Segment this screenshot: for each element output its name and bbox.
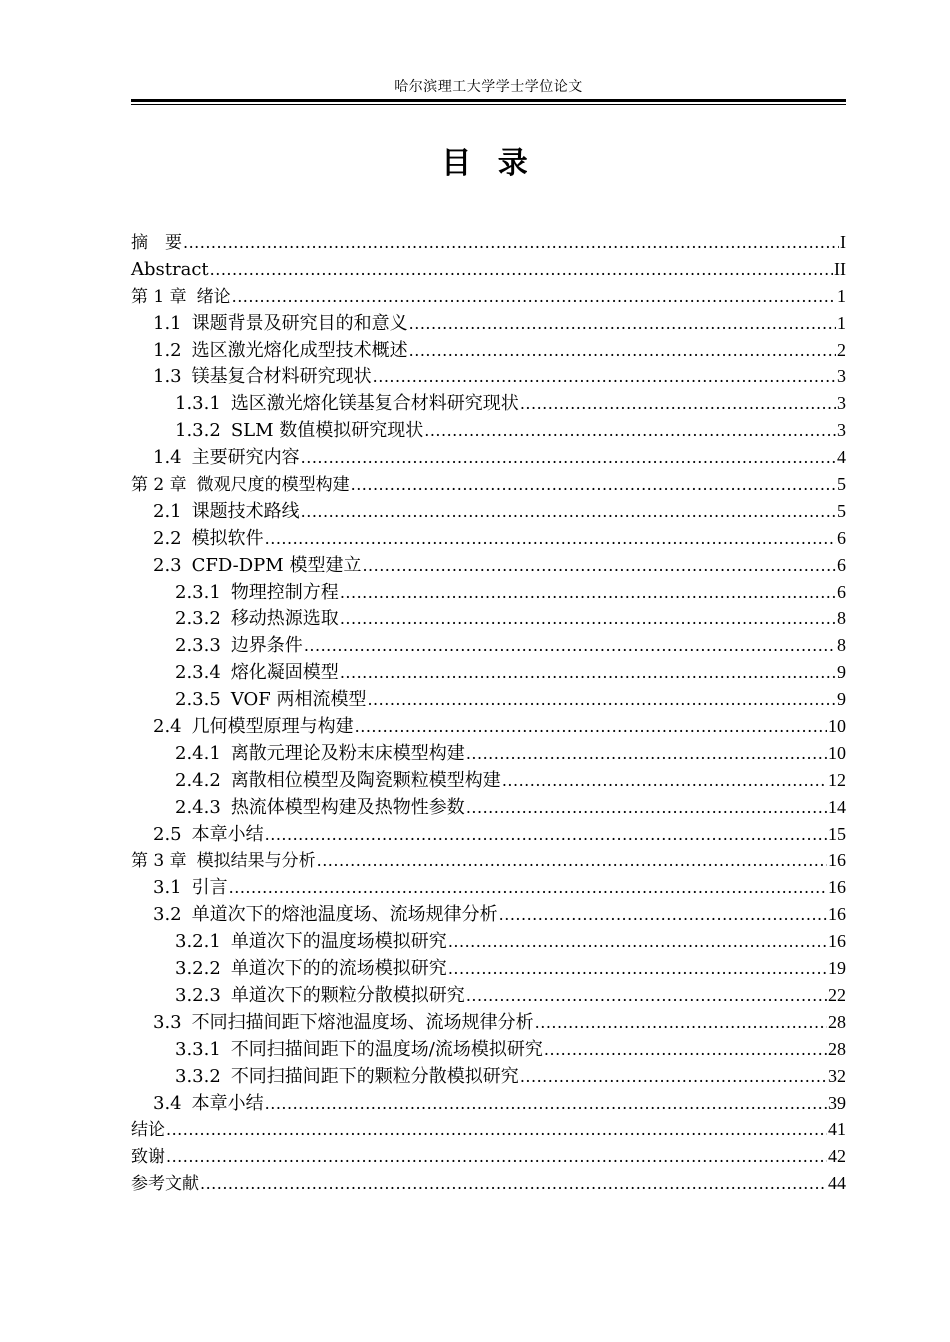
toc-entry-number: 2.4 bbox=[153, 716, 182, 738]
toc-entry-title: 选区激光熔化镁基复合材料研究现状 bbox=[230, 393, 519, 415]
toc-entry-page-number: 12 bbox=[828, 769, 846, 790]
toc-entry-title: 参考文献 bbox=[131, 1174, 199, 1195]
toc-entry-label bbox=[175, 687, 366, 714]
toc-entry-label bbox=[131, 284, 231, 311]
toc-entry[interactable] bbox=[131, 471, 846, 498]
toc-entry-label bbox=[153, 714, 354, 741]
toc-dot-leader bbox=[362, 553, 836, 580]
toc-dot-leader bbox=[351, 472, 836, 499]
toc-dot-leader bbox=[301, 445, 836, 472]
toc-entry-number: 2.5 bbox=[153, 823, 182, 845]
toc-entry[interactable] bbox=[131, 901, 846, 928]
toc-entry-page-number: 16 bbox=[828, 931, 846, 952]
toc-entry-number: 2.3.5 bbox=[175, 689, 221, 711]
toc-entry-title: 热流体模型构建及热物性参数 bbox=[230, 796, 465, 818]
toc-entry-number: 2.4.3 bbox=[175, 796, 221, 818]
toc-entry[interactable] bbox=[131, 874, 846, 901]
toc-entry[interactable] bbox=[131, 337, 846, 364]
toc-entry-number: 第 2 章 bbox=[131, 475, 187, 496]
toc-entry-title: VOF 两相流模型 bbox=[230, 689, 367, 711]
toc-dot-leader bbox=[265, 526, 836, 553]
toc-entry-number: 3.2.1 bbox=[175, 931, 221, 953]
toc-entry[interactable] bbox=[131, 794, 846, 821]
toc-entry[interactable] bbox=[131, 1090, 846, 1117]
toc-dot-leader bbox=[466, 741, 827, 768]
toc-entry-title: 微观尺度的模型构建 bbox=[196, 475, 350, 496]
toc-entry-title: 边界条件 bbox=[230, 635, 303, 657]
toc-entry[interactable] bbox=[131, 686, 846, 713]
toc-entry-label bbox=[175, 1037, 543, 1064]
toc-entry[interactable] bbox=[131, 928, 846, 955]
toc-entry-page-number: 3 bbox=[837, 393, 846, 414]
toc-entry[interactable] bbox=[131, 229, 846, 256]
toc-entry-label bbox=[175, 741, 465, 768]
toc-entry-label bbox=[175, 983, 465, 1010]
toc-dot-leader bbox=[355, 714, 827, 741]
toc-dot-leader bbox=[373, 364, 836, 391]
toc-entry-label bbox=[175, 418, 423, 445]
toc-dot-leader bbox=[520, 391, 836, 418]
toc-dot-leader bbox=[340, 660, 836, 687]
toc-entry-label bbox=[153, 822, 264, 849]
toc-entry-page-number: 6 bbox=[837, 554, 846, 575]
toc-dot-leader bbox=[448, 929, 827, 956]
toc-entry[interactable] bbox=[131, 579, 846, 606]
toc-entry-title: 主要研究内容 bbox=[191, 447, 300, 469]
toc-entry-number: 3.3.2 bbox=[175, 1065, 221, 1087]
toc-entry[interactable] bbox=[131, 283, 846, 310]
toc-dot-leader bbox=[409, 338, 836, 365]
toc-entry-title: 课题背景及研究目的和意义 bbox=[191, 312, 408, 334]
toc-entry-title: 离散相位模型及陶瓷颗粒模型构建 bbox=[230, 769, 501, 791]
toc-entry-number: 1.3 bbox=[153, 366, 182, 388]
toc-entry-page-number: 5 bbox=[837, 500, 846, 521]
toc-entry-number: 3.2.2 bbox=[175, 958, 221, 980]
toc-dot-leader bbox=[448, 956, 827, 983]
toc-entry-title: 不同扫描间距下的温度场/流场模拟研究 bbox=[230, 1038, 543, 1060]
toc-entry-number: 3.3.1 bbox=[175, 1038, 221, 1060]
toc-entry-number: 1.4 bbox=[153, 447, 182, 469]
toc-dot-leader bbox=[502, 768, 827, 795]
toc-entry-page-number: 8 bbox=[837, 635, 846, 656]
toc-entry-page-number: II bbox=[834, 258, 846, 279]
toc-entry[interactable] bbox=[131, 767, 846, 794]
toc-entry-page-number: 16 bbox=[828, 850, 846, 871]
toc-entry-page-number: 39 bbox=[828, 1092, 846, 1113]
toc-entry-number: 2.3 bbox=[153, 554, 182, 576]
toc-entry[interactable] bbox=[131, 417, 846, 444]
toc-entry[interactable] bbox=[131, 498, 846, 525]
toc-entry-page-number: 2 bbox=[837, 339, 846, 360]
toc-dot-leader bbox=[304, 633, 836, 660]
toc-entry-label bbox=[175, 391, 519, 418]
toc-entry-page-number: 19 bbox=[828, 958, 846, 979]
toc-entry-label bbox=[153, 311, 408, 338]
toc-entry-label bbox=[153, 553, 361, 580]
toc-entry-number: 2.1 bbox=[153, 500, 182, 522]
toc-entry-title: 摘 要 bbox=[131, 233, 182, 253]
toc-entry[interactable] bbox=[131, 390, 846, 417]
toc-dot-leader bbox=[340, 580, 836, 607]
toc-entry-title: 模拟软件 bbox=[191, 527, 264, 549]
toc-entry-title: Abstract bbox=[131, 258, 209, 280]
toc-entry-number: 1.3.2 bbox=[175, 420, 221, 442]
toc-entry[interactable] bbox=[131, 713, 846, 740]
toc-entry-page-number: 6 bbox=[837, 527, 846, 548]
toc-entry-title: 几何模型原理与构建 bbox=[191, 716, 354, 738]
toc-dot-leader bbox=[424, 418, 836, 445]
toc-entry-number: 2.3.2 bbox=[175, 608, 221, 630]
toc-entry-number: 3.4 bbox=[153, 1092, 182, 1114]
toc-entry-page-number: 1 bbox=[837, 285, 846, 306]
toc-entry-label bbox=[175, 580, 339, 607]
toc-entry-title: 单道次下的温度场模拟研究 bbox=[230, 931, 447, 953]
toc-entry-page-number: 16 bbox=[828, 904, 846, 925]
toc-entry-title: 不同扫描间距下的颗粒分散模拟研究 bbox=[230, 1065, 519, 1087]
toc-entry-page-number: 14 bbox=[828, 796, 846, 817]
toc-entry-label bbox=[175, 1064, 519, 1091]
toc-entry-label bbox=[153, 1010, 534, 1037]
toc-entry-number: 1.3.1 bbox=[175, 393, 221, 415]
toc-entry-number: 1.1 bbox=[153, 312, 182, 334]
toc-entry-label bbox=[131, 257, 209, 284]
toc-entry-label bbox=[153, 902, 498, 929]
toc-dot-leader bbox=[409, 311, 836, 338]
header-rule-thin bbox=[131, 104, 846, 105]
toc-entry-page-number: 42 bbox=[828, 1146, 846, 1167]
toc-dot-leader bbox=[367, 687, 836, 714]
toc-dot-leader bbox=[544, 1037, 827, 1064]
toc-entry[interactable] bbox=[131, 552, 846, 579]
toc-entry[interactable] bbox=[131, 525, 846, 552]
toc-dot-leader bbox=[265, 1091, 827, 1118]
toc-entry-label bbox=[175, 795, 465, 822]
toc-entry-label bbox=[131, 1117, 165, 1144]
toc-dot-leader bbox=[317, 848, 827, 875]
toc-entry[interactable] bbox=[131, 1116, 846, 1143]
toc-entry-label bbox=[153, 364, 372, 391]
toc-entry-title: 绪论 bbox=[196, 286, 231, 307]
toc-entry-label bbox=[131, 848, 316, 875]
toc-entry[interactable] bbox=[131, 632, 846, 659]
toc-entry-number: 第 3 章 bbox=[131, 851, 187, 872]
toc-entry-label bbox=[153, 338, 408, 365]
toc-entry-number: 2.3.4 bbox=[175, 662, 221, 684]
toc-entry-label bbox=[153, 526, 264, 553]
toc-entry-page-number: 28 bbox=[828, 1011, 846, 1032]
header-rule-thick bbox=[131, 99, 846, 102]
toc-dot-leader bbox=[535, 1010, 827, 1037]
toc-dot-leader bbox=[229, 875, 827, 902]
toc-entry-label bbox=[131, 472, 350, 499]
toc-entry-page-number: I bbox=[840, 232, 846, 252]
toc-entry[interactable] bbox=[131, 982, 846, 1009]
toc-dot-leader bbox=[210, 257, 833, 284]
toc-entry-title: 镁基复合材料研究现状 bbox=[191, 366, 372, 388]
toc-entry-label bbox=[153, 445, 300, 472]
toc-dot-leader bbox=[166, 1117, 827, 1144]
toc-dot-leader bbox=[520, 1064, 827, 1091]
toc-dot-leader bbox=[499, 902, 827, 929]
toc-entry-label bbox=[175, 660, 339, 687]
toc-entry-number: 2.3.1 bbox=[175, 581, 221, 603]
toc-entry-page-number: 41 bbox=[828, 1119, 846, 1140]
toc-entry[interactable] bbox=[131, 256, 846, 283]
toc-entry-label bbox=[175, 633, 303, 660]
toc-entry[interactable] bbox=[131, 659, 846, 686]
toc-entry-title: SLM 数值模拟研究现状 bbox=[230, 420, 424, 442]
toc-entry-title: 物理控制方程 bbox=[230, 581, 339, 603]
toc-entry-title: 致谢 bbox=[131, 1147, 165, 1168]
toc-entry[interactable] bbox=[131, 1009, 846, 1036]
toc-dot-leader bbox=[301, 499, 836, 526]
toc-dot-leader bbox=[200, 1171, 827, 1198]
toc-entry-page-number: 10 bbox=[828, 742, 846, 763]
toc-entry-title: 课题技术路线 bbox=[191, 500, 300, 522]
toc-entry-title: 移动热源选取 bbox=[230, 608, 339, 630]
toc-entry-label bbox=[175, 606, 339, 633]
toc-entry-label bbox=[153, 1091, 264, 1118]
toc-entry-page-number: 6 bbox=[837, 581, 846, 602]
toc-entry-page-number: 9 bbox=[837, 689, 846, 710]
toc-dot-leader bbox=[265, 822, 827, 849]
toc-entry-title: 结论 bbox=[131, 1120, 165, 1141]
toc-entry-page-number: 10 bbox=[828, 716, 846, 737]
toc-entry-page-number: 15 bbox=[828, 823, 846, 844]
toc-entry-label bbox=[131, 230, 182, 257]
toc-entry[interactable] bbox=[131, 821, 846, 848]
toc-entry-label bbox=[175, 956, 447, 983]
toc-entry[interactable] bbox=[131, 444, 846, 471]
toc-entry-page-number: 5 bbox=[837, 474, 846, 495]
toc-dot-leader bbox=[466, 795, 827, 822]
running-header: 哈尔滨理工大学学士学位论文 bbox=[394, 79, 583, 95]
toc-entry[interactable] bbox=[131, 1143, 846, 1170]
toc-entry-number: 2.3.3 bbox=[175, 635, 221, 657]
toc-entry[interactable] bbox=[131, 847, 846, 874]
table-of-contents bbox=[131, 229, 846, 1197]
toc-dot-leader bbox=[232, 284, 836, 311]
toc-entry-number: 3.2 bbox=[153, 904, 182, 926]
toc-entry-number: 2.4.1 bbox=[175, 742, 221, 764]
toc-entry-title: 熔化凝固模型 bbox=[230, 662, 339, 684]
toc-entry-page-number: 32 bbox=[828, 1065, 846, 1086]
toc-entry-title: 不同扫描间距下熔池温度场、流场规律分析 bbox=[191, 1011, 534, 1033]
toc-entry-page-number: 22 bbox=[828, 984, 846, 1005]
page-title: 目 录 bbox=[441, 146, 536, 181]
toc-entry-page-number: 4 bbox=[837, 447, 846, 468]
toc-entry-number: 2.2 bbox=[153, 527, 182, 549]
toc-dot-leader bbox=[166, 1144, 827, 1171]
toc-entry[interactable] bbox=[131, 605, 846, 632]
toc-entry[interactable] bbox=[131, 1036, 846, 1063]
toc-entry-number: 3.2.3 bbox=[175, 984, 221, 1006]
toc-entry[interactable] bbox=[131, 955, 846, 982]
toc-entry-label bbox=[153, 875, 228, 902]
toc-entry-number: 1.2 bbox=[153, 339, 182, 361]
toc-entry-number: 第 1 章 bbox=[131, 286, 187, 307]
toc-entry[interactable] bbox=[131, 740, 846, 767]
toc-entry-title: 本章小结 bbox=[191, 1092, 264, 1114]
toc-entry-title: 单道次下的熔池温度场、流场规律分析 bbox=[191, 904, 498, 926]
toc-entry-page-number: 3 bbox=[837, 420, 846, 441]
toc-dot-leader bbox=[183, 230, 839, 257]
toc-entry-title: CFD-DPM 模型建立 bbox=[191, 554, 362, 576]
toc-entry-page-number: 8 bbox=[837, 608, 846, 629]
toc-entry-label bbox=[131, 1144, 165, 1171]
toc-entry[interactable] bbox=[131, 310, 846, 337]
toc-entry-page-number: 44 bbox=[828, 1173, 846, 1194]
toc-entry-title: 选区激光熔化成型技术概述 bbox=[191, 339, 408, 361]
toc-entry[interactable] bbox=[131, 1063, 846, 1090]
toc-entry-label bbox=[175, 929, 447, 956]
toc-entry-number: 3.3 bbox=[153, 1011, 182, 1033]
toc-entry-title: 单道次下的颗粒分散模拟研究 bbox=[230, 984, 465, 1006]
toc-dot-leader bbox=[466, 983, 827, 1010]
toc-entry[interactable] bbox=[131, 1170, 846, 1197]
toc-entry-number: 2.4.2 bbox=[175, 769, 221, 791]
toc-entry-number: 3.1 bbox=[153, 877, 182, 899]
toc-entry-page-number: 3 bbox=[837, 366, 846, 387]
toc-entry-title: 本章小结 bbox=[191, 823, 264, 845]
toc-entry[interactable] bbox=[131, 363, 846, 390]
toc-entry-page-number: 9 bbox=[837, 662, 846, 683]
toc-entry-page-number: 1 bbox=[837, 312, 846, 333]
toc-entry-page-number: 16 bbox=[828, 877, 846, 898]
toc-entry-title: 离散元理论及粉末床模型构建 bbox=[230, 742, 465, 764]
toc-entry-title: 引言 bbox=[191, 877, 228, 899]
toc-entry-label bbox=[131, 1171, 199, 1198]
toc-entry-label bbox=[153, 499, 300, 526]
toc-entry-title: 单道次下的的流场模拟研究 bbox=[230, 958, 447, 980]
toc-dot-leader bbox=[340, 606, 836, 633]
toc-entry-title: 模拟结果与分析 bbox=[196, 851, 316, 872]
toc-entry-label bbox=[175, 768, 501, 795]
toc-entry-page-number: 28 bbox=[828, 1038, 846, 1059]
